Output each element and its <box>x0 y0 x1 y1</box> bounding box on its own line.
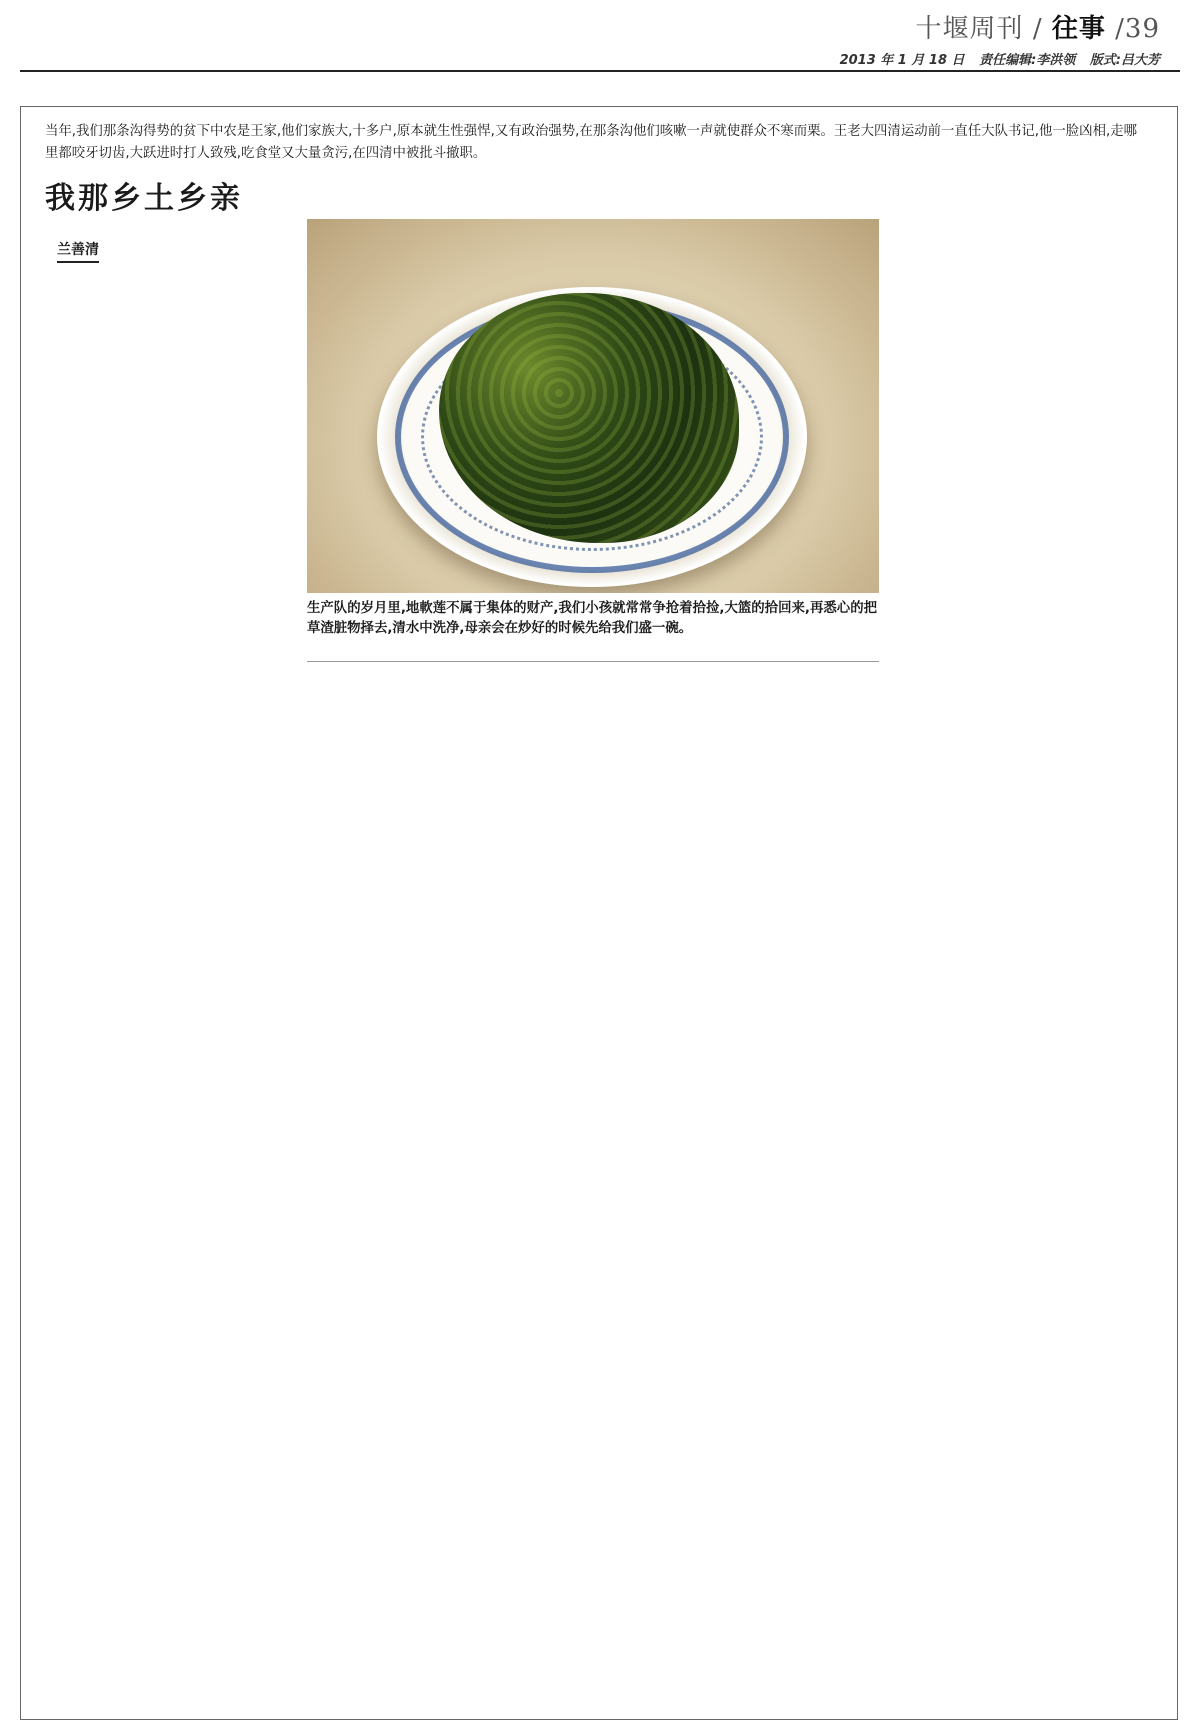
editor-credit: 责任编辑:李洪领 <box>979 53 1076 68</box>
plate-image <box>377 287 807 587</box>
article-title: 我那乡土乡亲 <box>45 181 243 216</box>
photo-caption: 生产队的岁月里,地軟莲不属于集体的财产,我们小孩就常常争抢着拾捡,大篮的拾回来,再悉心的把草渣脏物择去,清水中洗净,母亲会在炒好的时候先给我们盛一碗。 <box>307 601 877 636</box>
masthead-title <box>830 8 1160 45</box>
layout-credit: 版式:吕大芳 <box>1089 53 1160 68</box>
issue-date: 2013 年 1 月 18 日 <box>839 53 965 68</box>
author-byline: 兰善清 <box>57 239 99 263</box>
masthead <box>830 8 1160 68</box>
publication-name: 十堰周刊 <box>915 14 1024 44</box>
masthead-rule <box>20 70 1180 72</box>
column-1 <box>45 269 307 1707</box>
page-separator: / <box>1115 14 1125 44</box>
column-4 <box>886 239 1156 1707</box>
article-lead: 当年,我们那条沟得势的贫下中农是王家,他们家族大,十多户,原本就生性强悍,又有政治强势,在那条沟他们咳嗽一声就使群众不寒而栗。王老大四清运动前一直任大队书记,他一脸凶相,走哪里都咬牙切齿,大跃进时打人致残,吃食堂又大量贪污,在四清中被批斗撤职。 <box>45 124 1137 161</box>
caption-divider <box>307 661 879 662</box>
article-photo <box>307 219 879 593</box>
page-number: 39 <box>1124 14 1160 44</box>
section-name: 往事 <box>1051 14 1106 44</box>
title-separator: / <box>1032 14 1043 44</box>
article-frame <box>20 106 1178 1720</box>
column-2 <box>326 677 588 1707</box>
column-3 <box>601 677 863 1707</box>
masthead-meta <box>830 49 1160 68</box>
